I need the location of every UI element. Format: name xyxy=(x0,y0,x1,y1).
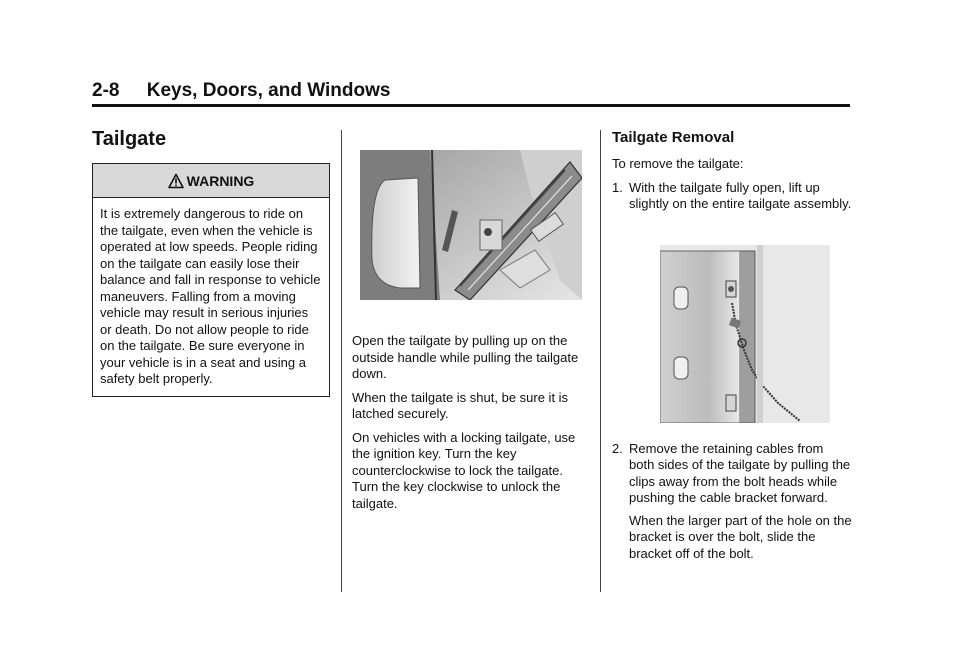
column-1 xyxy=(92,128,330,397)
step-text: Remove the retaining cables from both sides of the tailgate by pulling the clips away from the bolt heads while pushing the cable bracket forward. xyxy=(629,440,851,505)
warning-text: It is extremely dangerous to ride on the tailgate, even when the vehicle is operated at low speeds. People riding on the tailgate can easily lose their balance and fall in response to vehicle maneuvers. Falling from a moving vehicle may result in serious injuries or death. Do not allow people to ride on the tailgate. Be sure everyone in your vehicle is in a seat and using a safety belt properly. xyxy=(100,206,321,386)
step-2 xyxy=(612,441,852,507)
paragraph-locking: On vehicles with a locking tailgate, use the ignition key. Turn the key counterclockwise to lock the tailgate. Turn the key clockwise to unlock the tailgate. xyxy=(352,429,576,511)
chapter-title: Keys, Doors, and Windows xyxy=(146,80,391,101)
tailgate-cable-illustration xyxy=(660,245,830,423)
step-2-note: When the larger part of the hole on the bracket is over the bolt, slide the bracket off of the bolt. xyxy=(629,512,852,561)
step-number: 1. xyxy=(612,179,623,195)
section-heading-tailgate: Tailgate xyxy=(92,128,167,150)
warning-label: WARNING xyxy=(186,172,255,189)
column-divider-1 xyxy=(341,130,342,592)
header-rule xyxy=(92,104,850,107)
tailgate-open-illustration xyxy=(360,150,582,300)
column-2 xyxy=(352,150,590,519)
column-divider-2 xyxy=(600,130,601,592)
step-number: 2. xyxy=(612,440,623,456)
column-3 xyxy=(612,128,852,562)
removal-intro: To remove the tailgate: xyxy=(612,156,744,171)
paragraph-open-tailgate: Open the tailgate by pulling up on the outside handle while pulling the tailgate down. xyxy=(352,333,579,381)
warning-triangle-icon xyxy=(168,173,184,189)
page-number: 2-8 xyxy=(92,80,120,101)
step-1 xyxy=(612,180,852,213)
page-header xyxy=(92,80,390,102)
warning-box xyxy=(92,163,330,397)
paragraph-latch: When the tailgate is shut, be sure it is latched securely. xyxy=(352,389,569,421)
step-text: With the tailgate fully open, lift up slightly on the entire tailgate assembly. xyxy=(629,179,852,211)
warning-header xyxy=(93,164,329,198)
section-heading-removal: Tailgate Removal xyxy=(612,129,735,146)
